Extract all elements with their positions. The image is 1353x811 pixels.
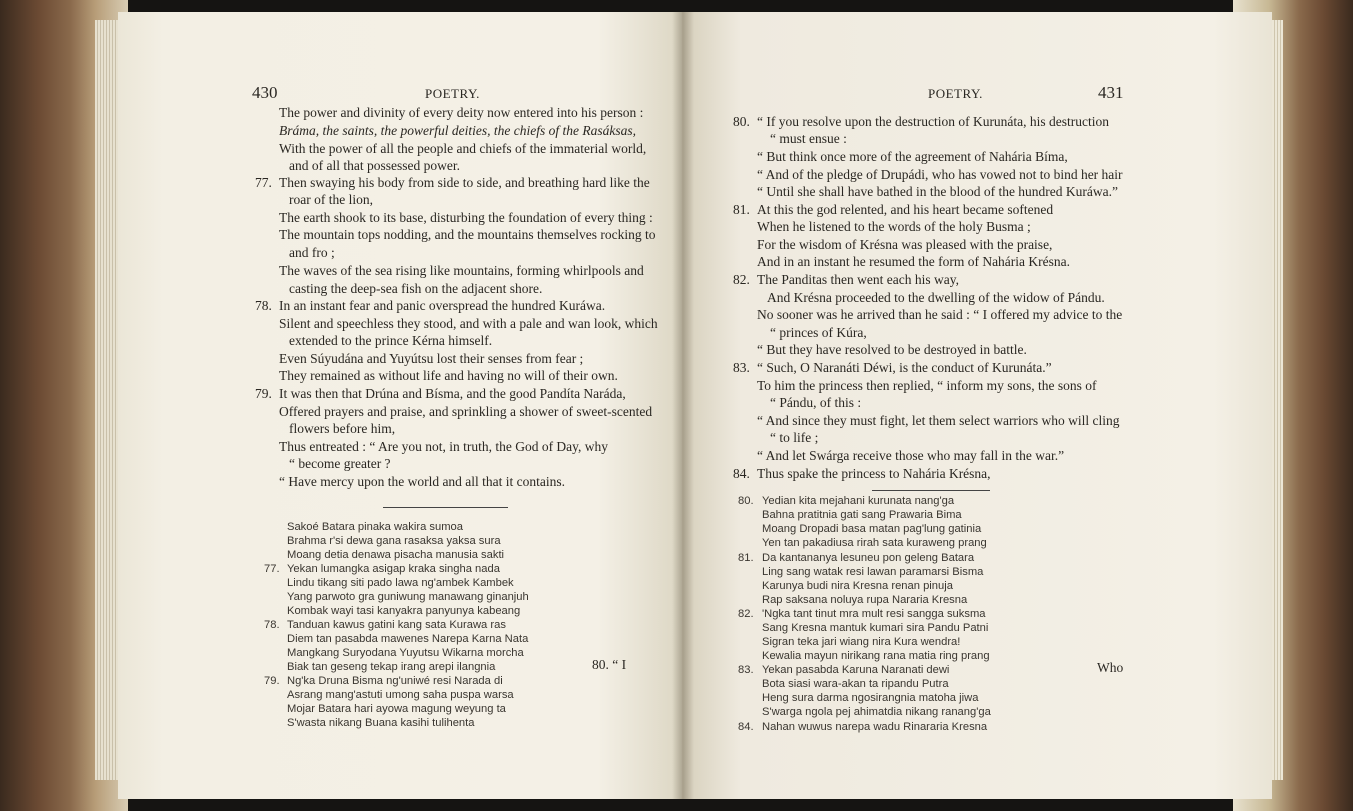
verse-number: 78. <box>255 298 272 313</box>
javanese-line: Moang Dropadi basa matan pag'lung gatinia <box>762 523 982 535</box>
verse-line: Thus entreated : “ Are you not, in truth, the God of Day, why <box>279 439 609 454</box>
verse-number: 77. <box>255 175 272 190</box>
javanese-line: Mojar Batara hari ayowa magung weyung ta <box>287 703 506 715</box>
javanese-line: Heng sura darma ngosirangnia matoha jiwa <box>762 692 979 704</box>
javanese-line: Kewalia mayun nirikang rana matia ring prang <box>762 650 990 662</box>
verse-number: 83. <box>733 360 750 375</box>
verse-line: “ And since they must fight, let them select warriors who will cling <box>757 413 1120 428</box>
verse-line: “ But think once more of the agreement of Nahária Bíma, <box>757 149 1068 164</box>
verse-line: and of all that possessed power. <box>289 158 460 173</box>
verse-line: and fro ; <box>289 245 335 260</box>
verse-line: The earth shook to its base, disturbing the foundation of every thing : <box>279 210 653 225</box>
javanese-line: Rap saksana noluya rupa Nararia Kresna <box>762 594 968 606</box>
verse-line: “ Until she shall have bathed in the blood of the hundred Kuráwa.” <box>757 184 1119 199</box>
javanese-line: Diem tan pasabda mawenes Narepa Karna Nata <box>287 633 529 645</box>
javanese-line: Nahan wuwus narepa wadu Rinararia Kresna <box>762 721 988 733</box>
right-catchword: Who <box>1097 660 1124 675</box>
verse-line: Bráma, the saints, the powerful deities, the chiefs of the Rasáksas, <box>279 123 636 138</box>
verse-number: 84. <box>738 721 754 733</box>
verse-line: The waves of the sea rising like mountains, forming whirlpools and <box>279 263 644 278</box>
verse-line: With the power of all the people and chiefs of the immaterial world, <box>279 141 647 156</box>
verse-line: “ And of the pledge of Drupádi, who has vowed not to bind her hair <box>757 167 1123 182</box>
javanese-line: Da kantananya lesuneu pon geleng Batara <box>762 552 975 564</box>
javanese-line: Yedian kita mejahani kurunata nang'ga <box>762 495 955 507</box>
verse-line: When he listened to the words of the holy Busma ; <box>757 219 1031 234</box>
verse-number: 84. <box>733 466 750 481</box>
javanese-line: Yekan lumangka asigap kraka singha nada <box>287 563 500 575</box>
verse-line: The mountain tops nodding, and the mountains themselves rocking to <box>279 227 656 242</box>
javanese-line: Moang detia denawa pisacha manusia sakti <box>287 549 505 561</box>
verse-number: 79. <box>264 675 280 687</box>
javanese-line: Sakoé Batara pinaka wakira sumoa <box>287 521 463 533</box>
verse-line: No sooner was he arrived than he said : “ I offered my advice to the <box>757 307 1123 322</box>
javanese-line: Sigran teka jari wiang nira Kura wendra! <box>762 636 961 648</box>
javanese-line: Yang parwoto gra guniwung manawang ginanjuh <box>287 591 529 603</box>
verse-number: 81. <box>733 202 750 217</box>
verse-line: “ Such, O Naranáti Déwi, is the conduct of Kurunáta.” <box>757 360 1052 375</box>
verse-line: Offered prayers and praise, and sprinkling a shower of sweet-scented <box>279 404 653 419</box>
left-catchword: 80. “ I <box>592 657 627 672</box>
verse-number: 80. <box>733 114 750 129</box>
javanese-line: Asrang mang'astuti umong saha puspa warsa <box>287 689 514 701</box>
javanese-line: Ng'ka Druna Bisma ng'uniwé resi Narada di <box>287 675 503 687</box>
javanese-line: Yen tan pakadiusa rirah sata kuraweng prang <box>762 537 987 549</box>
javanese-line: S'warga ngola pej ahimatdia nikang ranang'ga <box>762 706 991 718</box>
verse-number: 81. <box>738 552 754 564</box>
verse-line: To him the princess then replied, “ inform my sons, the sons of <box>757 378 1097 393</box>
javanese-line: Kombak wayi tasi kanyakra panyunya kabeang <box>287 605 521 617</box>
javanese-line: Bota siasi wara-akan ta ripandu Putra <box>762 678 949 690</box>
verse-line: The power and divinity of every deity now entered into his person : <box>279 105 644 120</box>
verse-line: And Krésna proceeded to the dwelling of the widow of Pándu. <box>767 290 1105 305</box>
right-page-number: 431 <box>1098 83 1124 102</box>
javanese-line: Sang Kresna mantuk kumari sira Pandu Patni <box>762 622 989 634</box>
left-divider-rule <box>383 507 508 508</box>
verse-line: “ Have mercy upon the world and all that it contains. <box>279 474 566 489</box>
verse-line: In an instant fear and panic overspread the hundred Kuráwa. <box>279 298 606 313</box>
verse-line: And in an instant he resumed the form of Nahária Krésna. <box>757 254 1071 269</box>
verse-number: 83. <box>738 664 754 676</box>
javanese-line: Yekan pasabda Karuna Naranati dewi <box>762 664 950 676</box>
verse-line: It was then that Drúna and Bísma, and the good Pandíta Naráda, <box>279 386 626 401</box>
verse-line: extended to the prince Kérna himself. <box>289 333 493 348</box>
javanese-line: Tanduan kawus gatini kang sata Kurawa ras <box>287 619 506 631</box>
right-divider-rule <box>872 490 990 491</box>
verse-number: 82. <box>738 608 754 620</box>
left-page-number: 430 <box>252 83 278 102</box>
verse-line: “ princes of Kúra, <box>770 325 867 340</box>
verse-number: 82. <box>733 272 750 287</box>
verse-line: “ to life ; <box>770 430 819 445</box>
verse-line: Even Súyudána and Yuyútsu lost their senses from fear ; <box>279 351 584 366</box>
javanese-line: Bahna pratitnia gati sang Prawaria Bima <box>762 509 962 521</box>
verse-line: “ And let Swárga receive those who may fall in the war.” <box>757 448 1065 463</box>
right-running-head: POETRY. <box>928 86 983 101</box>
verse-number: 79. <box>255 386 272 401</box>
verse-line: They remained as without life and having no will of their own. <box>279 368 618 383</box>
verse-line: “ must ensue : <box>770 131 847 146</box>
verse-line: “ Pándu, of this : <box>770 395 862 410</box>
javanese-line: Mangkang Suryodana Yuyutsu Wikarna morcha <box>287 647 524 659</box>
verse-number: 78. <box>264 619 280 631</box>
javanese-line: Lindu tikang siti pado lawa ng'ambek Kambek <box>287 577 514 589</box>
verse-number: 80. <box>738 495 754 507</box>
verse-number: 77. <box>264 563 280 575</box>
javanese-line: 'Ngka tant tinut mra mult resi sangga suksma <box>762 608 986 620</box>
verse-line: flowers before him, <box>289 421 396 436</box>
javanese-line: S'wasta nikang Buana kasihi tulihenta <box>287 717 475 729</box>
verse-line: Thus spake the princess to Nahária Krésna, <box>757 466 991 481</box>
verse-line: Silent and speechless they stood, and with a pale and wan look, which <box>279 316 658 331</box>
verse-line: “ become greater ? <box>289 456 391 471</box>
verse-line: casting the deep-sea fish on the adjacent shore. <box>289 281 543 296</box>
javanese-line: Ling sang watak resi lawan paramarsi Bisma <box>762 566 984 578</box>
book-gutter <box>672 12 694 799</box>
verse-line: Then swaying his body from side to side, and breathing hard like the <box>279 175 650 190</box>
verse-line: “ But they have resolved to be destroyed in battle. <box>757 342 1027 357</box>
javanese-line: Brahma r'si dewa gana rasaksa yaksa sura <box>287 535 501 547</box>
verse-line: roar of the lion, <box>289 192 373 207</box>
javanese-line: Karunya budi nira Kresna renan pinuja <box>762 580 953 592</box>
left-running-head: POETRY. <box>425 86 480 101</box>
javanese-line: Biak tan geseng tekap irang arepi ilangnia <box>287 661 496 673</box>
verse-line: The Panditas then went each his way, <box>757 272 959 287</box>
verse-line: “ If you resolve upon the destruction of Kurunáta, his destruction <box>757 114 1110 129</box>
verse-line: At this the god relented, and his heart became softened <box>757 202 1054 217</box>
verse-line: For the wisdom of Krésna was pleased with the praise, <box>757 237 1053 252</box>
